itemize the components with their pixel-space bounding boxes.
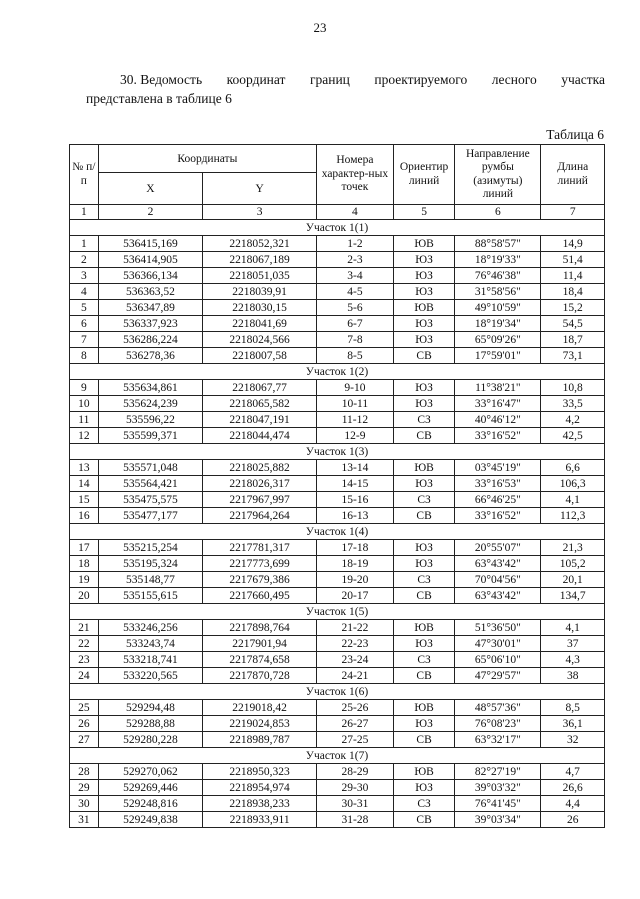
cell-num: 2 bbox=[70, 252, 99, 268]
cell-length: 11,4 bbox=[541, 268, 605, 284]
cell-y: 2218030,15 bbox=[203, 300, 317, 316]
cell-x: 533243,74 bbox=[98, 636, 203, 652]
cell-x: 535477,177 bbox=[98, 508, 203, 524]
cell-num: 16 bbox=[70, 508, 99, 524]
table-row bbox=[70, 412, 605, 428]
cell-points: 13-14 bbox=[316, 460, 393, 476]
cell-num: 1 bbox=[70, 236, 99, 252]
cell-direction: 47°30'01" bbox=[455, 636, 541, 652]
cell-direction: 39°03'32" bbox=[455, 780, 541, 796]
table-row bbox=[70, 428, 605, 444]
table-row bbox=[70, 796, 605, 812]
cell-orient: ЮЗ bbox=[393, 332, 454, 348]
cell-x: 535634,861 bbox=[98, 380, 203, 396]
cell-length: 54,5 bbox=[541, 316, 605, 332]
cell-x: 535571,048 bbox=[98, 460, 203, 476]
paragraph-word: координат bbox=[226, 72, 286, 87]
cell-num: 18 bbox=[70, 556, 99, 572]
cell-points: 7-8 bbox=[316, 332, 393, 348]
cell-num: 6 bbox=[70, 316, 99, 332]
cell-length: 134,7 bbox=[541, 588, 605, 604]
section-title: Участок 1(5) bbox=[70, 604, 605, 620]
section-title: Участок 1(6) bbox=[70, 684, 605, 700]
table-row bbox=[70, 396, 605, 412]
cell-length: 14,9 bbox=[541, 236, 605, 252]
cell-direction: 65°09'26" bbox=[455, 332, 541, 348]
cell-x: 535195,324 bbox=[98, 556, 203, 572]
paragraph-word: границ bbox=[309, 72, 350, 87]
cell-points: 25-26 bbox=[316, 700, 393, 716]
cell-x: 535155,615 bbox=[98, 588, 203, 604]
cell-num: 17 bbox=[70, 540, 99, 556]
col-number: 2 bbox=[98, 205, 203, 220]
cell-num: 22 bbox=[70, 636, 99, 652]
cell-x: 535564,421 bbox=[98, 476, 203, 492]
cell-num: 20 bbox=[70, 588, 99, 604]
cell-y: 2218065,582 bbox=[203, 396, 317, 412]
cell-num: 14 bbox=[70, 476, 99, 492]
cell-points: 18-19 bbox=[316, 556, 393, 572]
col-number: 4 bbox=[316, 205, 393, 220]
cell-x: 536366,134 bbox=[98, 268, 203, 284]
cell-orient: СВ bbox=[393, 428, 454, 444]
cell-direction: 76°46'38" bbox=[455, 268, 541, 284]
cell-y: 2219024,853 bbox=[203, 716, 317, 732]
table-row bbox=[70, 732, 605, 748]
header-x: X bbox=[98, 173, 203, 205]
cell-y: 2217773,699 bbox=[203, 556, 317, 572]
cell-x: 536414,905 bbox=[98, 252, 203, 268]
cell-orient: ЮЗ bbox=[393, 540, 454, 556]
cell-direction: 48°57'36" bbox=[455, 700, 541, 716]
cell-direction: 49°10'59" bbox=[455, 300, 541, 316]
cell-points: 26-27 bbox=[316, 716, 393, 732]
cell-points: 6-7 bbox=[316, 316, 393, 332]
cell-points: 29-30 bbox=[316, 780, 393, 796]
cell-length: 15,2 bbox=[541, 300, 605, 316]
table-row bbox=[70, 460, 605, 476]
cell-points: 24-21 bbox=[316, 668, 393, 684]
cell-y: 2218052,321 bbox=[203, 236, 317, 252]
cell-y: 2217967,997 bbox=[203, 492, 317, 508]
cell-num: 28 bbox=[70, 764, 99, 780]
cell-points: 4-5 bbox=[316, 284, 393, 300]
table-row bbox=[70, 316, 605, 332]
table-row bbox=[70, 492, 605, 508]
cell-length: 26 bbox=[541, 812, 605, 828]
cell-y: 2217964,264 bbox=[203, 508, 317, 524]
cell-length: 4,2 bbox=[541, 412, 605, 428]
table-row bbox=[70, 380, 605, 396]
cell-direction: 39°03'34" bbox=[455, 812, 541, 828]
cell-y: 2218950,323 bbox=[203, 764, 317, 780]
cell-orient: СЗ bbox=[393, 412, 454, 428]
cell-direction: 66°46'25" bbox=[455, 492, 541, 508]
cell-y: 2217870,728 bbox=[203, 668, 317, 684]
cell-x: 529270,062 bbox=[98, 764, 203, 780]
table-row bbox=[70, 812, 605, 828]
cell-num: 13 bbox=[70, 460, 99, 476]
cell-points: 9-10 bbox=[316, 380, 393, 396]
table-row bbox=[70, 476, 605, 492]
paragraph-word: лесного bbox=[491, 72, 537, 87]
section-title: Участок 1(1) bbox=[70, 220, 605, 236]
cell-y: 2219018,42 bbox=[203, 700, 317, 716]
cell-num: 12 bbox=[70, 428, 99, 444]
cell-direction: 63°32'17" bbox=[455, 732, 541, 748]
cell-orient: СЗ bbox=[393, 796, 454, 812]
cell-x: 529280,228 bbox=[98, 732, 203, 748]
cell-y: 2218025,882 bbox=[203, 460, 317, 476]
cell-num: 29 bbox=[70, 780, 99, 796]
cell-direction: 51°36'50" bbox=[455, 620, 541, 636]
cell-direction: 18°19'33" bbox=[455, 252, 541, 268]
cell-length: 36,1 bbox=[541, 716, 605, 732]
col-number: 3 bbox=[203, 205, 317, 220]
cell-length: 33,5 bbox=[541, 396, 605, 412]
cell-length: 73,1 bbox=[541, 348, 605, 364]
cell-direction: 63°43'42" bbox=[455, 556, 541, 572]
table-row bbox=[70, 236, 605, 252]
cell-direction: 76°08'23" bbox=[455, 716, 541, 732]
cell-points: 10-11 bbox=[316, 396, 393, 412]
cell-direction: 33°16'47" bbox=[455, 396, 541, 412]
cell-num: 21 bbox=[70, 620, 99, 636]
cell-orient: ЮЗ bbox=[393, 556, 454, 572]
cell-x: 535475,575 bbox=[98, 492, 203, 508]
cell-orient: ЮВ bbox=[393, 236, 454, 252]
cell-length: 38 bbox=[541, 668, 605, 684]
cell-direction: 82°27'19" bbox=[455, 764, 541, 780]
cell-points: 5-6 bbox=[316, 300, 393, 316]
cell-points: 2-3 bbox=[316, 252, 393, 268]
table-row bbox=[70, 620, 605, 636]
cell-y: 2218007,58 bbox=[203, 348, 317, 364]
cell-x: 536347,89 bbox=[98, 300, 203, 316]
cell-length: 42,5 bbox=[541, 428, 605, 444]
table-row bbox=[70, 700, 605, 716]
cell-length: 20,1 bbox=[541, 572, 605, 588]
col-number: 7 bbox=[541, 205, 605, 220]
cell-points: 23-24 bbox=[316, 652, 393, 668]
cell-points: 19-20 bbox=[316, 572, 393, 588]
cell-points: 15-16 bbox=[316, 492, 393, 508]
cell-points: 12-9 bbox=[316, 428, 393, 444]
table-row bbox=[70, 652, 605, 668]
cell-x: 529249,838 bbox=[98, 812, 203, 828]
section-title: Участок 1(2) bbox=[70, 364, 605, 380]
paragraph-line-1 bbox=[86, 70, 605, 89]
cell-points: 8-5 bbox=[316, 348, 393, 364]
table-row bbox=[70, 588, 605, 604]
table-row bbox=[70, 540, 605, 556]
cell-orient: ЮЗ bbox=[393, 316, 454, 332]
header-direction: Направление румбы (азимуты) линий bbox=[455, 145, 541, 205]
cell-num: 26 bbox=[70, 716, 99, 732]
table-row bbox=[70, 572, 605, 588]
section-title: Участок 1(4) bbox=[70, 524, 605, 540]
cell-num: 9 bbox=[70, 380, 99, 396]
paragraph-intro bbox=[86, 70, 605, 108]
cell-length: 4,4 bbox=[541, 796, 605, 812]
col-number: 6 bbox=[455, 205, 541, 220]
cell-y: 2217874,658 bbox=[203, 652, 317, 668]
cell-orient: ЮЗ bbox=[393, 476, 454, 492]
cell-num: 24 bbox=[70, 668, 99, 684]
paragraph-word: проектируемого bbox=[374, 72, 468, 87]
cell-orient: СВ bbox=[393, 668, 454, 684]
table-row bbox=[70, 284, 605, 300]
cell-x: 529288,88 bbox=[98, 716, 203, 732]
cell-y: 2218954,974 bbox=[203, 780, 317, 796]
cell-x: 536286,224 bbox=[98, 332, 203, 348]
cell-y: 2217901,94 bbox=[203, 636, 317, 652]
cell-orient: ЮЗ bbox=[393, 380, 454, 396]
cell-x: 536415,169 bbox=[98, 236, 203, 252]
cell-points: 22-23 bbox=[316, 636, 393, 652]
cell-num: 23 bbox=[70, 652, 99, 668]
cell-direction: 88°58'57" bbox=[455, 236, 541, 252]
paragraph-word: участка bbox=[561, 72, 605, 87]
cell-direction: 70°04'56" bbox=[455, 572, 541, 588]
section-row bbox=[70, 444, 605, 460]
cell-orient: ЮЗ bbox=[393, 396, 454, 412]
cell-y: 2218039,91 bbox=[203, 284, 317, 300]
cell-orient: ЮЗ bbox=[393, 252, 454, 268]
table-row bbox=[70, 332, 605, 348]
cell-points: 3-4 bbox=[316, 268, 393, 284]
cell-length: 4,7 bbox=[541, 764, 605, 780]
cell-length: 26,6 bbox=[541, 780, 605, 796]
section-title: Участок 1(3) bbox=[70, 444, 605, 460]
header-length: Длина линий bbox=[541, 145, 605, 205]
cell-orient: СЗ bbox=[393, 572, 454, 588]
cell-direction: 76°41'45" bbox=[455, 796, 541, 812]
cell-orient: ЮЗ bbox=[393, 636, 454, 652]
cell-num: 10 bbox=[70, 396, 99, 412]
cell-points: 30-31 bbox=[316, 796, 393, 812]
table-row bbox=[70, 716, 605, 732]
col-number: 1 bbox=[70, 205, 99, 220]
cell-direction: 33°16'52" bbox=[455, 428, 541, 444]
cell-orient: СВ bbox=[393, 812, 454, 828]
cell-x: 536363,52 bbox=[98, 284, 203, 300]
cell-x: 535624,239 bbox=[98, 396, 203, 412]
cell-orient: ЮВ bbox=[393, 764, 454, 780]
cell-y: 2218938,233 bbox=[203, 796, 317, 812]
cell-direction: 31°58'56" bbox=[455, 284, 541, 300]
cell-points: 21-22 bbox=[316, 620, 393, 636]
table-row bbox=[70, 300, 605, 316]
section-row bbox=[70, 604, 605, 620]
section-row bbox=[70, 524, 605, 540]
cell-orient: ЮВ bbox=[393, 620, 454, 636]
cell-length: 21,3 bbox=[541, 540, 605, 556]
cell-x: 529269,446 bbox=[98, 780, 203, 796]
section-row bbox=[70, 748, 605, 764]
cell-x: 535596,22 bbox=[98, 412, 203, 428]
header-num: № п/п bbox=[70, 145, 99, 205]
cell-num: 30 bbox=[70, 796, 99, 812]
cell-num: 4 bbox=[70, 284, 99, 300]
table-body bbox=[70, 220, 605, 828]
cell-num: 5 bbox=[70, 300, 99, 316]
cell-length: 8,5 bbox=[541, 700, 605, 716]
cell-orient: ЮВ bbox=[393, 300, 454, 316]
header-points: Номера характер-ных точек bbox=[316, 145, 393, 205]
cell-num: 3 bbox=[70, 268, 99, 284]
cell-y: 2217781,317 bbox=[203, 540, 317, 556]
cell-points: 17-18 bbox=[316, 540, 393, 556]
cell-direction: 65°06'10" bbox=[455, 652, 541, 668]
cell-num: 25 bbox=[70, 700, 99, 716]
col-number: 5 bbox=[393, 205, 454, 220]
cell-length: 105,2 bbox=[541, 556, 605, 572]
cell-y: 2217679,386 bbox=[203, 572, 317, 588]
header-y: Y bbox=[203, 173, 317, 205]
cell-orient: ЮВ bbox=[393, 460, 454, 476]
cell-length: 51,4 bbox=[541, 252, 605, 268]
cell-direction: 17°59'01" bbox=[455, 348, 541, 364]
cell-orient: СЗ bbox=[393, 652, 454, 668]
cell-num: 19 bbox=[70, 572, 99, 588]
cell-y: 2218041,69 bbox=[203, 316, 317, 332]
table-row bbox=[70, 252, 605, 268]
cell-num: 8 bbox=[70, 348, 99, 364]
cell-points: 14-15 bbox=[316, 476, 393, 492]
cell-num: 7 bbox=[70, 332, 99, 348]
coordinates-table bbox=[69, 144, 605, 828]
paragraph-word: 30. Ведомость bbox=[120, 72, 203, 87]
cell-orient: ЮЗ bbox=[393, 268, 454, 284]
cell-direction: 18°19'34" bbox=[455, 316, 541, 332]
cell-orient: СВ bbox=[393, 508, 454, 524]
cell-direction: 47°29'57" bbox=[455, 668, 541, 684]
cell-y: 2218989,787 bbox=[203, 732, 317, 748]
cell-orient: ЮЗ bbox=[393, 284, 454, 300]
cell-length: 32 bbox=[541, 732, 605, 748]
cell-y: 2218933,911 bbox=[203, 812, 317, 828]
cell-x: 533246,256 bbox=[98, 620, 203, 636]
cell-length: 18,4 bbox=[541, 284, 605, 300]
cell-length: 6,6 bbox=[541, 460, 605, 476]
table-row bbox=[70, 636, 605, 652]
cell-points: 28-29 bbox=[316, 764, 393, 780]
cell-x: 535148,77 bbox=[98, 572, 203, 588]
section-row bbox=[70, 220, 605, 236]
cell-orient: ЮЗ bbox=[393, 716, 454, 732]
cell-num: 31 bbox=[70, 812, 99, 828]
cell-length: 10,8 bbox=[541, 380, 605, 396]
cell-points: 31-28 bbox=[316, 812, 393, 828]
paragraph-line-2: представлена в таблице 6 bbox=[86, 91, 232, 106]
cell-orient: СВ bbox=[393, 588, 454, 604]
cell-orient: СЗ bbox=[393, 492, 454, 508]
cell-x: 535599,371 bbox=[98, 428, 203, 444]
cell-y: 2218044,474 bbox=[203, 428, 317, 444]
cell-orient: ЮЗ bbox=[393, 780, 454, 796]
table-row bbox=[70, 764, 605, 780]
cell-length: 18,7 bbox=[541, 332, 605, 348]
cell-direction: 33°16'52" bbox=[455, 508, 541, 524]
cell-y: 2217898,764 bbox=[203, 620, 317, 636]
cell-direction: 11°38'21" bbox=[455, 380, 541, 396]
table-caption: Таблица 6 bbox=[546, 127, 604, 142]
cell-points: 20-17 bbox=[316, 588, 393, 604]
header-coords: Координаты bbox=[98, 145, 316, 173]
table-row bbox=[70, 348, 605, 364]
cell-y: 2218067,77 bbox=[203, 380, 317, 396]
cell-y: 2218047,191 bbox=[203, 412, 317, 428]
cell-y: 2218051,035 bbox=[203, 268, 317, 284]
cell-length: 37 bbox=[541, 636, 605, 652]
cell-length: 4,3 bbox=[541, 652, 605, 668]
cell-y: 2218067,189 bbox=[203, 252, 317, 268]
cell-x: 535215,254 bbox=[98, 540, 203, 556]
page-number: 23 bbox=[313, 20, 327, 35]
cell-x: 533218,741 bbox=[98, 652, 203, 668]
table-row bbox=[70, 556, 605, 572]
header-orient: Ориентир линий bbox=[393, 145, 454, 205]
cell-orient: СВ bbox=[393, 732, 454, 748]
cell-y: 2218026,317 bbox=[203, 476, 317, 492]
cell-length: 4,1 bbox=[541, 492, 605, 508]
cell-points: 11-12 bbox=[316, 412, 393, 428]
cell-orient: СВ bbox=[393, 348, 454, 364]
cell-x: 536278,36 bbox=[98, 348, 203, 364]
cell-num: 27 bbox=[70, 732, 99, 748]
cell-y: 2217660,495 bbox=[203, 588, 317, 604]
cell-x: 533220,565 bbox=[98, 668, 203, 684]
cell-num: 15 bbox=[70, 492, 99, 508]
cell-orient: ЮВ bbox=[393, 700, 454, 716]
cell-y: 2218024,566 bbox=[203, 332, 317, 348]
section-row bbox=[70, 364, 605, 380]
table-row bbox=[70, 268, 605, 284]
section-title: Участок 1(7) bbox=[70, 748, 605, 764]
cell-x: 529248,816 bbox=[98, 796, 203, 812]
cell-length: 4,1 bbox=[541, 620, 605, 636]
cell-length: 106,3 bbox=[541, 476, 605, 492]
cell-direction: 33°16'53" bbox=[455, 476, 541, 492]
cell-direction: 20°55'07" bbox=[455, 540, 541, 556]
table-row bbox=[70, 668, 605, 684]
cell-x: 536337,923 bbox=[98, 316, 203, 332]
cell-length: 112,3 bbox=[541, 508, 605, 524]
cell-direction: 63°43'42" bbox=[455, 588, 541, 604]
cell-direction: 03°45'19" bbox=[455, 460, 541, 476]
table-row bbox=[70, 508, 605, 524]
section-row bbox=[70, 684, 605, 700]
cell-num: 11 bbox=[70, 412, 99, 428]
cell-x: 529294,48 bbox=[98, 700, 203, 716]
cell-points: 16-13 bbox=[316, 508, 393, 524]
table-row bbox=[70, 780, 605, 796]
cell-points: 1-2 bbox=[316, 236, 393, 252]
cell-direction: 40°46'12" bbox=[455, 412, 541, 428]
cell-points: 27-25 bbox=[316, 732, 393, 748]
